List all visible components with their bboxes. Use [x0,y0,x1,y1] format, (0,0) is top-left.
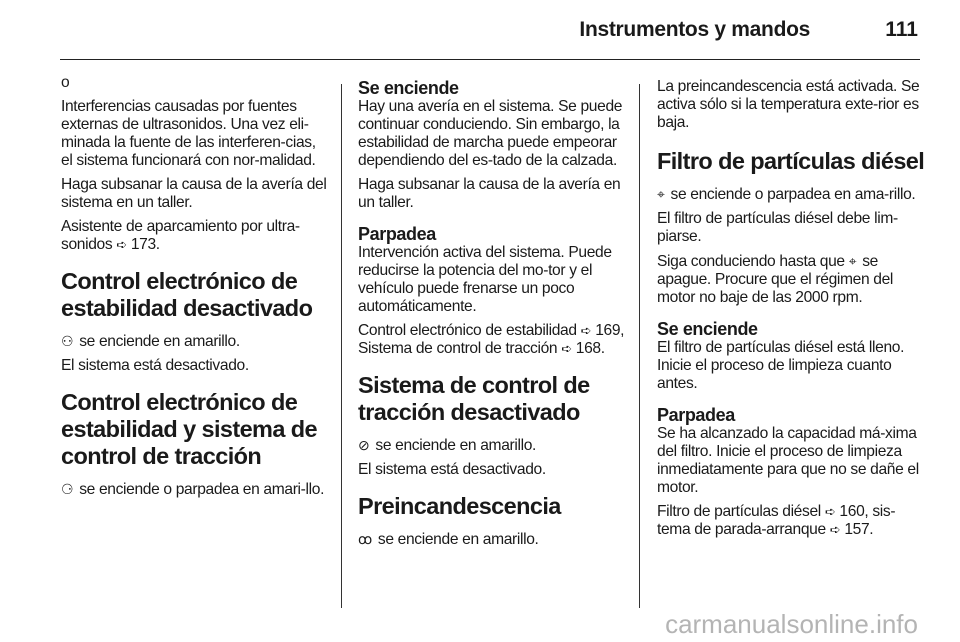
particle-filter-icon: ⌖ [657,186,665,202]
cross-ref-link[interactable]: 173. [130,236,160,253]
page-reference-arrow-icon: ➪ [561,341,572,356]
cross-ref-text: Asistente de aparcamiento por ultra-sonidos [61,218,300,253]
paragraph: El sistema está desactivado. [358,461,546,478]
paragraph: Control electrónico de estabilidad ➪ 169, Sistema de control de tracción ➪ 168. [358,322,625,357]
particle-filter-icon: ⌖ [848,253,857,269]
page-reference-arrow-icon: ➪ [580,323,592,338]
watermark-url: carmanualsonline.info [665,609,918,639]
page-header-title: Instrumentos y mandos [579,18,810,41]
paragraph: El filtro de partículas diésel debe lim-piarse. [657,210,898,245]
section-heading-tc-off: Sistema de control de tracción desactivado [358,372,590,425]
section-heading-esc-tc: Control electrónico de estabilidad y sistema de control de tracción [61,389,317,469]
text-column-1 [61,74,331,505]
cross-ref-link[interactable]: 169, Sistema de control de tracción [358,322,625,357]
text-column-2 [358,74,630,555]
text-column-3 [657,74,925,545]
header-divider [60,59,920,60]
ESC-off-warning-icon: ⚇ [61,333,74,349]
paragraph: La preincandescencia está activada. Se activa sólo si la temperatura exte-rior es baja. [657,78,920,131]
subheading-blink: Parpadea [358,224,436,244]
section-heading-esc-off: Control electrónico de estabilidad desactivado [61,268,313,321]
glow-plug-icon: ꝏ [358,531,372,547]
paragraph: o [61,74,70,91]
column-divider-2 [639,84,640,608]
paragraph: ⊘ se enciende en amarillo. [358,437,537,454]
page-reference-arrow-icon: ➪ [824,504,836,519]
column-divider-1 [341,84,342,608]
paragraph: Haga subsanar la causa de la avería en un taller. [358,176,621,211]
paragraph: Interferencias causadas por fuentes externas de ultrasonidos. Una vez eli-minada la fuente de las interferen-cias, el sistema funcionará con nor-malidad. [61,98,316,169]
TC-off-warning-icon: ⊘ [358,437,370,453]
page-reference-arrow-icon: ➪ [829,522,841,537]
paragraph: Intervención activa del sistema. Puede reducirse la potencia del mo-tor y el vehículo puede frenarse un poco automáticamente. [358,244,612,315]
paragraph: Se ha alcanzado la capacidad má-xima del filtro. Inicie el proceso de limpieza inmediatamente para que no se dañe el motor. [657,425,919,496]
section-heading-dpf: Filtro de partículas diésel [657,148,925,174]
paragraph: El filtro de partículas diésel está lleno. Inicie el proceso de limpieza cuanto antes. [657,339,905,392]
paragraph [61,218,331,254]
subheading-on: Se enciende [657,319,758,339]
cross-ref-link[interactable]: 160, sis-tema de parada-arranque [657,503,896,538]
paragraph: Hay una avería en el sistema. Se puede continuar conduciendo. Sin embargo, la estabilidad de marcha puede empeorar dependiendo del es-tado de la calzada. [358,98,623,169]
paragraph: Filtro de partículas diésel ➪ 160, sis-tema de parada-arranque ➪ 157. [657,503,896,538]
paragraph: ꝏ se enciende en amarillo. [358,531,539,548]
paragraph: ⌖ se enciende o parpadea en ama-rillo. [657,186,916,203]
paragraph: Siga conduciendo hasta que ⌖ se apague. Procure que el régimen del motor no baje de las 2000 rpm. [657,253,894,306]
cross-ref-link[interactable]: 168. [575,340,605,357]
section-heading-preheat: Preincandescencia [358,493,561,519]
subheading-on: Se enciende [358,78,459,98]
paragraph: ⚇ se enciende en amarillo. [61,333,240,350]
paragraph: El sistema está desactivado. [61,357,249,374]
cross-ref-link[interactable]: 157. [844,521,874,538]
ESC-TC-warning-icon: ⚆ [61,481,74,497]
page-reference-arrow-icon: ➪ [116,237,127,252]
paragraph: Haga subsanar la causa de la avería del sistema en un taller. [61,176,327,211]
subheading-blink: Parpadea [657,405,735,425]
page-number: 111 [885,18,918,41]
paragraph: ⚆ se enciende o parpadea en amari-llo. [61,481,325,498]
